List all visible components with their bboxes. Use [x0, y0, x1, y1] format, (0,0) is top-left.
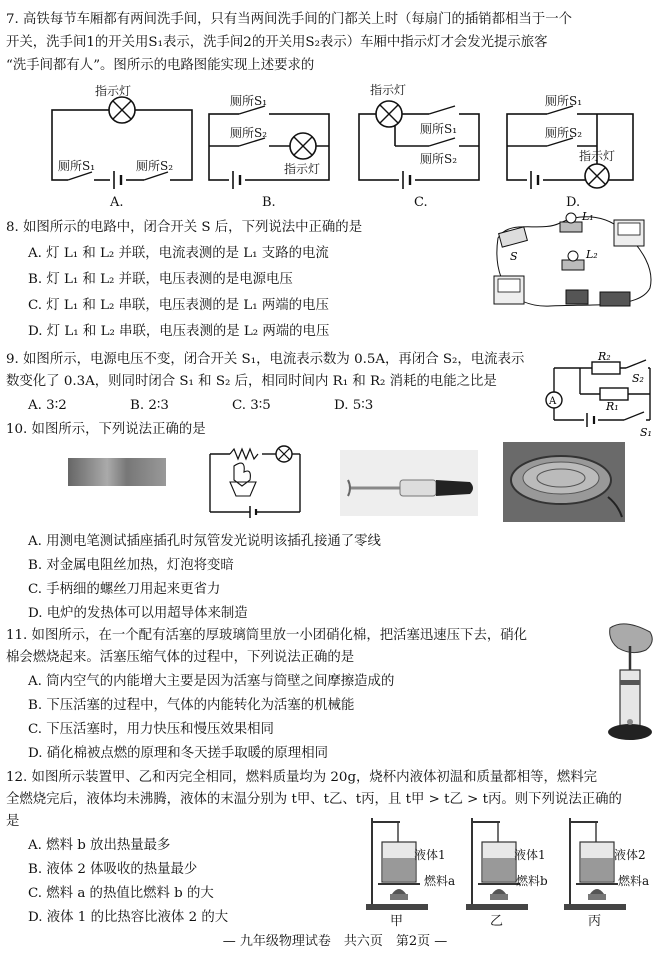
q10-screwdriver-drawing — [340, 450, 478, 516]
q12-bing-liquid-label: 液体2 — [614, 848, 646, 862]
page-footer: — 九年级物理试卷 共六页 第2页 — — [222, 934, 448, 949]
q9-fig-s1-label: S₁ — [640, 426, 652, 438]
q7-a-s2-label: 厕所S₂ — [136, 159, 174, 173]
q10-stem: 10. 如图所示，下列说法正确的是 — [6, 422, 206, 437]
q8-fig-l2-label: L₂ — [586, 248, 598, 261]
q12-jia-liquid-label: 液体1 — [414, 848, 446, 862]
q9-line-1: 9. 如图所示，电源电压不变，闭合开关 S₁，电流表示数为 0.5A，再闭合 S₂，电流表示 — [6, 352, 525, 367]
q12-line-1: 12. 如图所示装置甲、乙和丙完全相同，燃料质量均为 20g，烧杯内液体初温和质量都相等，燃料完 — [6, 770, 598, 785]
q11-option-b: B. 下压活塞的过程中，气体的内能转化为活塞的机械能 — [28, 698, 355, 713]
q10-stove-drawing — [503, 442, 625, 522]
q7-b-option-label: B. — [262, 195, 276, 210]
q11-option-a: A. 筒内空气的内能增大主要是因为活塞与筒壁之间摩擦造成的 — [28, 674, 395, 689]
q12-line-3: 是 — [6, 814, 20, 829]
q7-d-s1-label: 厕所S₁ — [545, 94, 583, 108]
q12-option-b: B. 液体 2 体吸收的热量最少 — [28, 862, 198, 877]
q8-option-d: D. 灯 L₁ 和 L₂ 串联，电压表测的是 L₂ 两端的电压 — [28, 324, 330, 339]
q7-line-1: 7. 高铁每节车厢都有两间洗手间，只有当两间洗手间的门都关上时（每扇门的插销都相当于一个 — [6, 12, 573, 27]
q8-circuit-figure — [490, 208, 660, 318]
q11-piston-cylinder-figure — [600, 620, 660, 746]
q7-b-s2-label: 厕所S₂ — [230, 126, 268, 140]
q7-c-s1-label: 厕所S₁ — [420, 122, 458, 136]
q7-b-lamp-label: 指示灯 — [284, 162, 321, 176]
q9-circuit-figure — [540, 348, 660, 438]
q10-option-a: A. 用测电笔测试插座插孔时氖管发光说明该插孔接通了零线 — [28, 534, 381, 549]
q12-jia-name: 甲 — [390, 914, 404, 929]
q7-a-lamp-label: 指示灯 — [95, 84, 132, 98]
q10-option-c: C. 手柄细的螺丝刀用起来更省力 — [28, 582, 221, 597]
q9-option-d: D. 5∶3 — [334, 398, 374, 413]
q11-line-2: 棉会燃烧起来。活塞压缩气体的过程中，下列说法正确的是 — [6, 650, 355, 665]
q7-c-s2-label: 厕所S₂ — [420, 152, 458, 166]
q10-option-b: B. 对金属电阻丝加热，灯泡将变暗 — [28, 558, 234, 573]
q7-c-option-label: C. — [414, 195, 428, 210]
q9-option-a: A. 3∶2 — [28, 398, 67, 413]
q9-fig-r2-label: R₂ — [598, 350, 611, 363]
q12-option-d: D. 液体 1 的比热容比液体 2 的大 — [28, 910, 229, 925]
q8-option-a: A. 灯 L₁ 和 L₂ 并联，电流表测的是 L₁ 支路的电流 — [28, 246, 329, 261]
q12-bing-name: 丙 — [588, 914, 602, 929]
q7-d-s2-label: 厕所S₂ — [545, 126, 583, 140]
q12-line-2: 全燃烧完后，液体均未沸腾，液体的末温分别为 t甲、t乙、t丙，且 t甲 > t乙 > t丙。则下列说法正确的 — [6, 792, 622, 807]
q11-line-1: 11. 如图所示，在一个配有活塞的厚玻璃筒里放一小团硝化棉，把活塞迅速压下去，硝化 — [6, 628, 528, 643]
q7-b-s1-label: 厕所S₁ — [230, 94, 268, 108]
q7-line-2: 开关，洗手间1的开关用S₁表示，洗手间2的开关用S₂表示）车厢中指示灯才会发光提示旅客 — [6, 35, 548, 50]
q11-option-d: D. 硝化棉被点燃的原理和冬天搓手取暖的原理相同 — [28, 746, 328, 761]
q8-option-b: B. 灯 L₁ 和 L₂ 并联，电压表测的是电源电压 — [28, 272, 293, 287]
q12-yi-name: 乙 — [490, 914, 504, 929]
q7-a-option-label: A. — [110, 195, 124, 210]
q8-option-c: C. 灯 L₁ 和 L₂ 串联，电压表测的是 L₁ 两端的电压 — [28, 298, 329, 313]
q7-d-option-label: D. — [566, 195, 581, 210]
q11-option-c: C. 下压活塞时，用力快压和慢压效果相同 — [28, 722, 274, 737]
q7-line-3: “洗手间都有人”。图所示的电路图能实现上述要求的 — [6, 58, 315, 73]
q9-fig-ammeter-label: A — [549, 396, 557, 407]
q12-yi-liquid-label: 液体1 — [514, 848, 546, 862]
q7-c-lamp-label: 指示灯 — [370, 83, 407, 97]
q12-setup-bing — [560, 812, 664, 912]
q12-bing-fuel-label: 燃料a — [618, 874, 650, 888]
q10-resistance-heating-figure — [200, 442, 310, 524]
q10-option-d: D. 电炉的发热体可以用超导体来制造 — [28, 606, 248, 621]
q8-fig-l1-label: L₁ — [582, 210, 594, 223]
q8-stem: 8. 如图所示的电路中，闭合开关 S 后，下列说法中正确的是 — [6, 220, 363, 235]
q12-option-a: A. 燃料 b 放出热量最多 — [28, 838, 171, 853]
q9-fig-r1-label: R₁ — [606, 400, 619, 413]
q9-fig-s2-label: S₂ — [632, 372, 644, 385]
q12-yi-fuel-label: 燃料b — [516, 874, 548, 888]
q9-option-b: B. 2∶3 — [130, 398, 169, 413]
q7-d-lamp-label: 指示灯 — [579, 149, 616, 163]
q10-test-pen-photo — [68, 458, 166, 486]
q12-option-c: C. 燃料 a 的热值比燃料 b 的大 — [28, 886, 214, 901]
q12-jia-fuel-label: 燃料a — [424, 874, 456, 888]
q9-line-2: 数变化了 0.3A，则同时闭合 S₁ 和 S₂ 后，相同时间内 R₁ 和 R₂ 消耗的电能之比是 — [6, 374, 497, 389]
q7-a-s1-label: 厕所S₁ — [58, 159, 96, 173]
q8-fig-s-label: S — [510, 250, 518, 263]
q9-option-c: C. 3∶5 — [232, 398, 271, 413]
